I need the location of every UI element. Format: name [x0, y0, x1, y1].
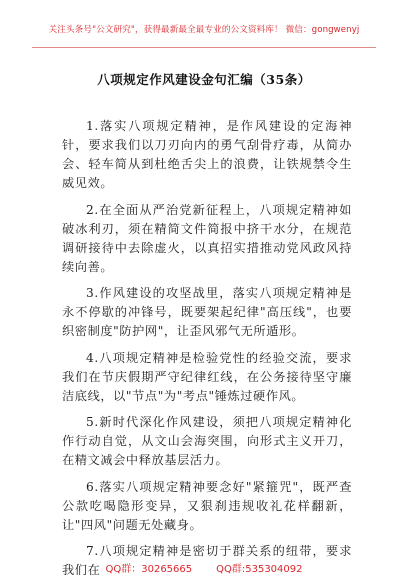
- paragraph: 7.八项规定精神是密切于群关系的纽带，要求我们在: [62, 544, 352, 577]
- qq-group-2: QQ群:535304092: [216, 564, 303, 575]
- footer: [0, 560, 408, 575]
- header-divider: [32, 47, 376, 48]
- header-banner: 关注头条号"公文研究"，获得最新最全最专业的公文资料库！ 微信：gongwenyj: [48, 25, 360, 35]
- document-body: [62, 117, 352, 588]
- paragraph: 3.作风建设的攻坚战里，落实八项规定精神是永不停歇的冲锋号，既要架起纪律"高压线"，也要织密制度"防护网"，让歪风邪气无所遁形。: [62, 286, 352, 338]
- paragraph: 5.新时代深化作风建设，须把八项规定精神化作行动自觉，从文山会海突围，向形式主义开刀，在精文减会中释放基层活力。: [62, 415, 352, 467]
- paragraph: 1.落实八项规定精神，是作风建设的定海神针，要求我们以刀刃向内的勇气刮骨疗毒，从简办会、轻车简从到杜绝舌尖上的浪费，让铁规禁令生威见效。: [62, 119, 352, 190]
- paragraph: 6.落实八项规定精神要念好"紧箍咒"，既严查公款吃喝隐形变异，又狠刹违规收礼花样翻新，让"四风"问题无处藏身。: [62, 479, 352, 532]
- paragraph: 4.八项规定精神是检验党性的经验交流，要求我们在节庆假期严守纪律红线，在公务接待坚守廉洁底线，以"节点"为"考点"锤炼过硬作风。: [62, 350, 352, 403]
- paragraph: 2.在全面从严治党新征程上，八项规定精神如破冰利刃，须在精简文件简报中挤干水分，在规范调研接待中去除虚火，以真招实措推动党风政风持续向善。: [62, 202, 352, 274]
- qq-group-1: QQ群：30265665: [105, 564, 193, 575]
- document-title: 八项规定作风建设金句汇编（35条）: [97, 72, 311, 87]
